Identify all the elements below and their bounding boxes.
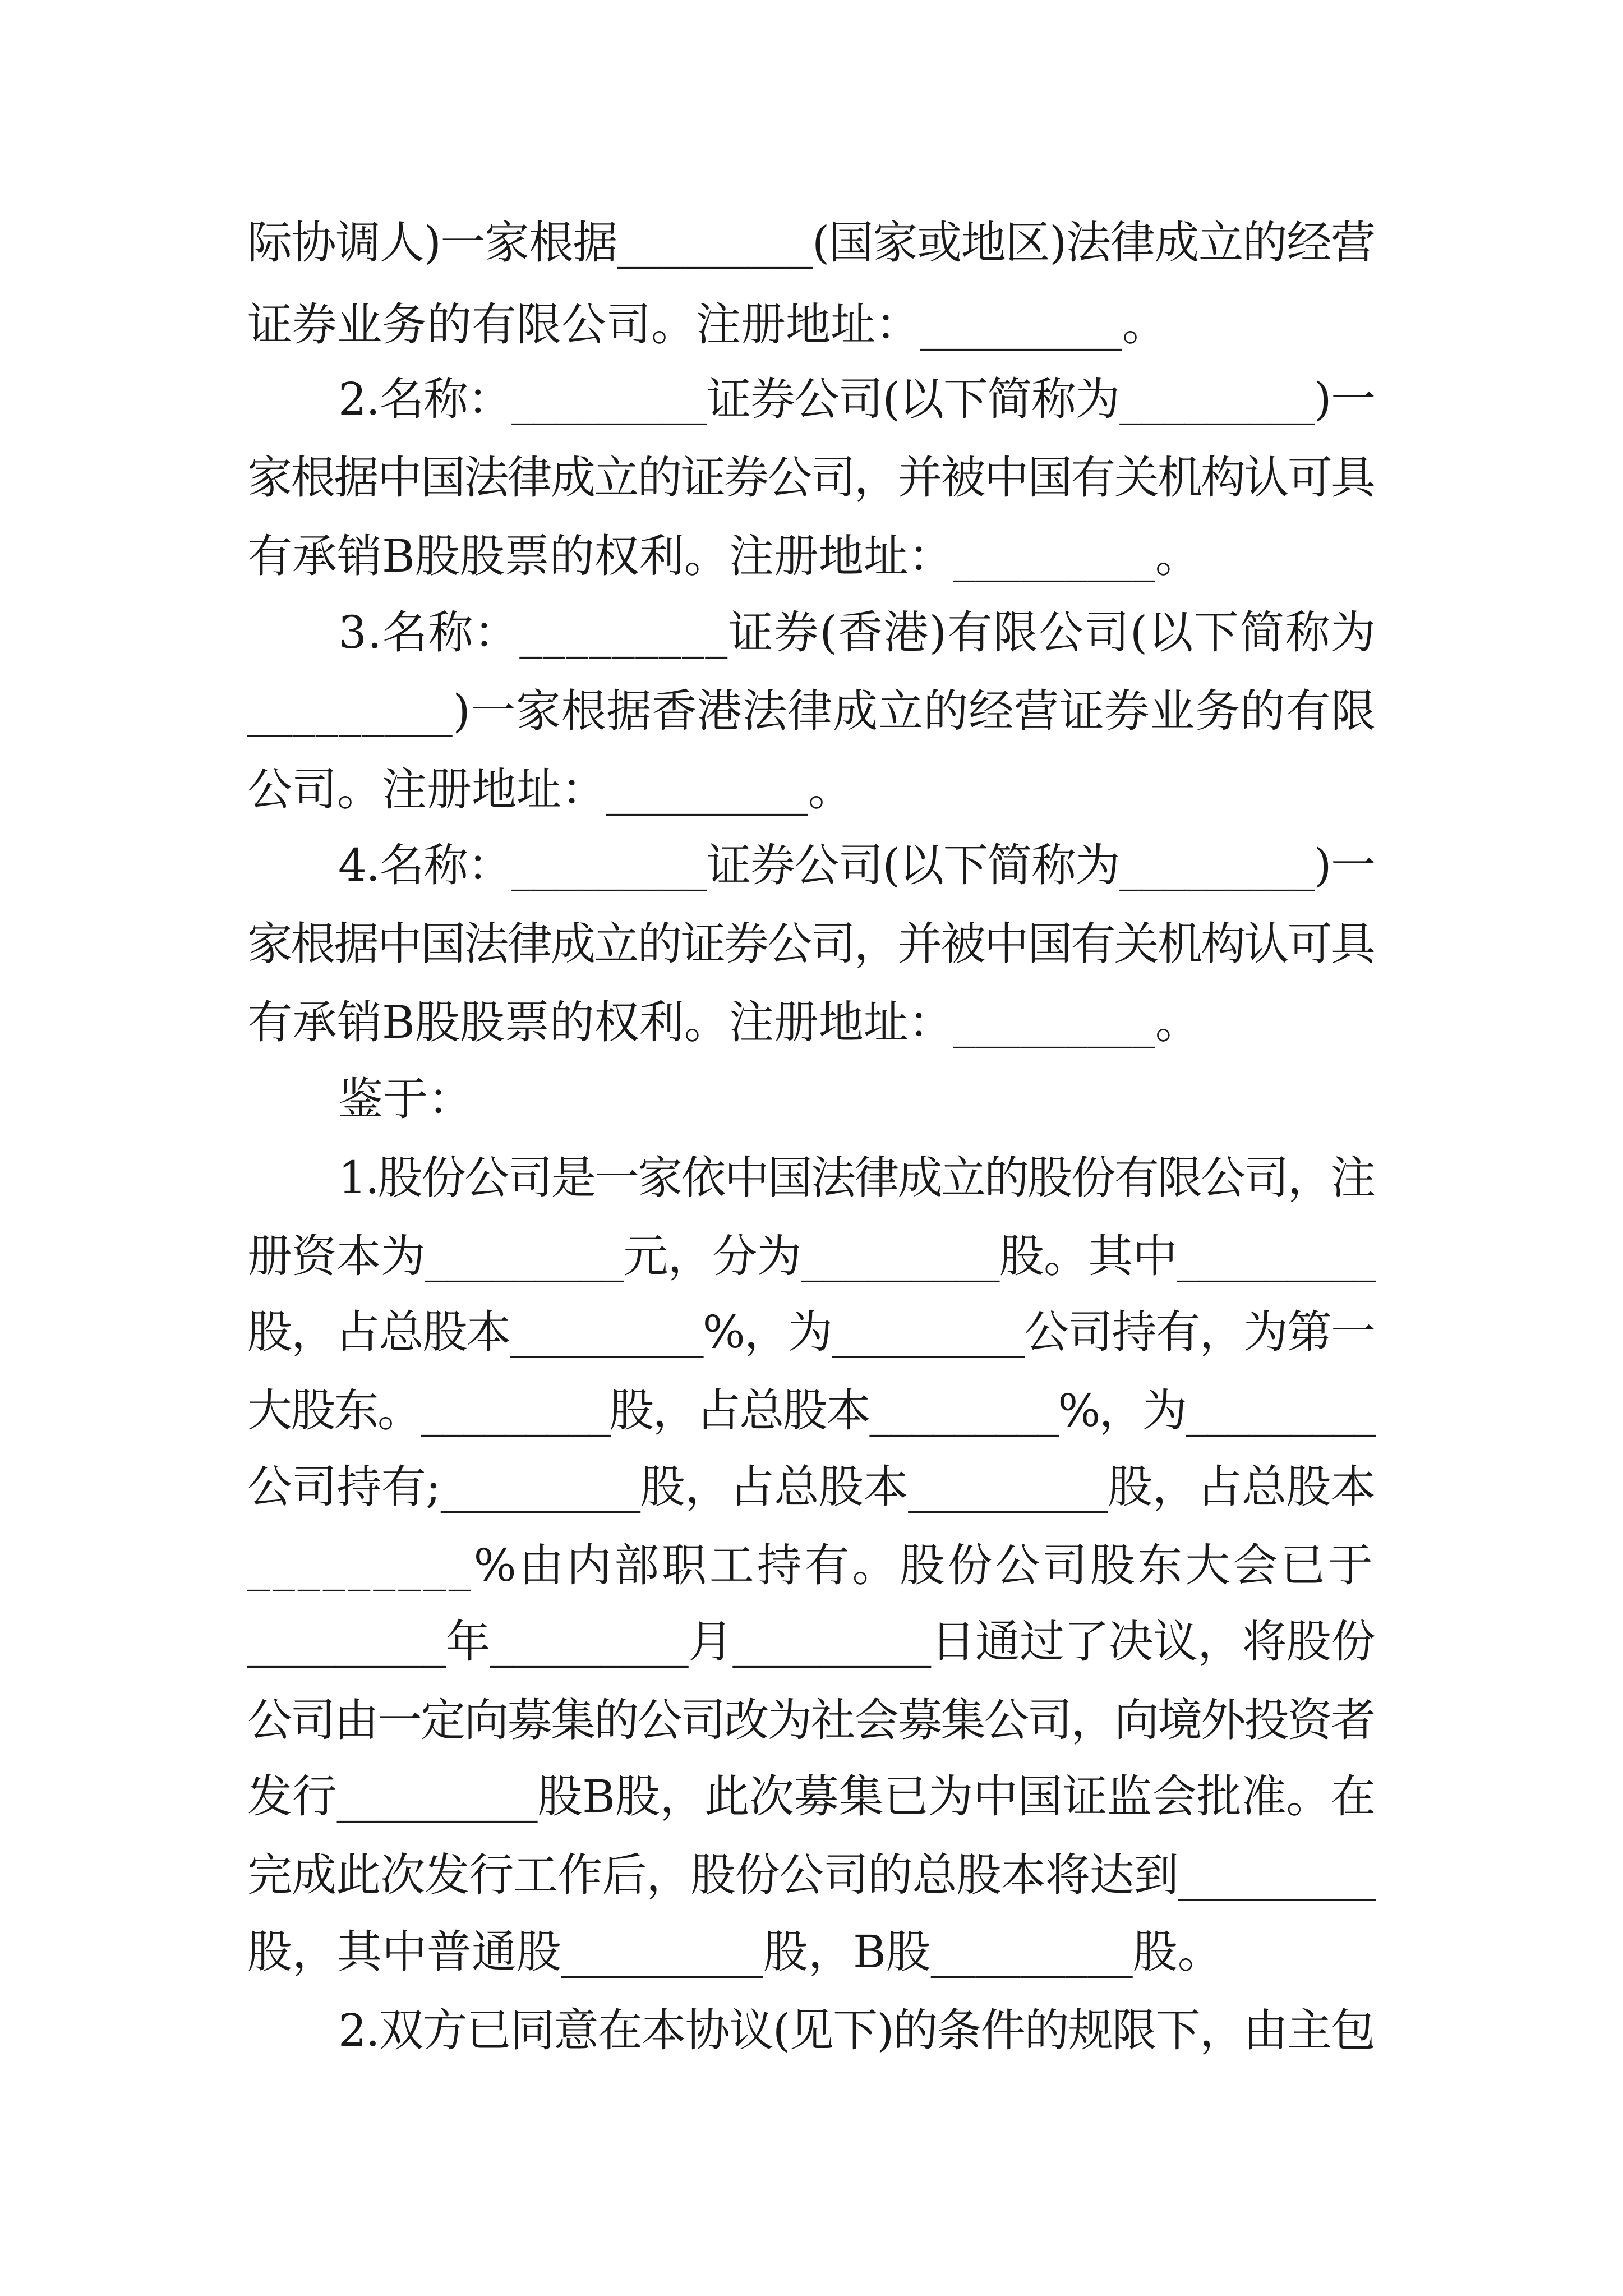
text-line [0,1692,1623,1749]
text-line-content: 大股东。_________股，占总股本_________%，为_________ [247,1384,1375,1437]
text-line-content: 2.名称：_________证券公司(以下简称为_________)一 [338,373,1375,425]
text-line [0,838,1623,894]
text-line-content: 有承销B股股票的权利。注册地址：_________。 [247,530,1200,582]
text-line [0,762,1623,818]
text-line [0,297,1623,353]
text-line [0,1150,1623,1206]
text-line-content: 2.双方已同意在本协议(见下)的条件的规限下，由主包 [338,2004,1375,2056]
text-line-content: 公司由一定向募集的公司改为社会募集公司，向境外投资者 [247,1694,1375,1746]
text-line-content: 完成此次发行工作后，股份公司的总股本将达到_________ [247,1849,1376,1901]
text-line-content: _________)一家根据香港法律成立的经营证券业务的有限 [247,685,1376,737]
text-line-content: 家根据中国法律成立的证券公司，并被中国有关机构认可具 [247,918,1375,970]
text-line [0,995,1623,1051]
text-line-content: 公司持有;_________股，占总股本_________股，占总股本 [247,1461,1376,1513]
text-line-content: 家根据中国法律成立的证券公司，并被中国有关机构认可具 [247,452,1375,504]
text-line [0,1924,1623,1980]
text-line-content: 1.股份公司是一家依中国法律成立的股份有限公司，注 [338,1152,1375,1204]
text-line-content: _________%由内部职工持有。股份公司股东大会已于 [247,1539,1376,1591]
text-line-content: 发行_________股B股，此次募集已为中国证监会批准。在 [247,1770,1376,1823]
text-line [0,1538,1623,1594]
text-line-content: 际协调人)一家根据_________(国家或地区)法律成立的经营 [247,217,1375,269]
text-line [0,1614,1623,1670]
text-line [0,1071,1623,1128]
text-line-content: 册资本为_________元，分为_________股。其中_________ [247,1230,1376,1282]
text-line [0,450,1623,506]
text-line [0,1304,1623,1360]
text-line-content: 股，其中普通股_________股，B股_________股。 [247,1926,1223,1978]
text-line [0,215,1623,271]
text-line [0,371,1623,427]
text-line-content: _________年_________月_________日通过了决议，将股份 [247,1616,1376,1668]
text-line [0,683,1623,739]
text-line-content: 有承销B股股票的权利。注册地址：_________。 [247,996,1200,1048]
text-line-content: 3.名称：_________证券(香港)有限公司(以下简称为 [338,606,1377,659]
text-line [0,1847,1623,1903]
text-line [0,1769,1623,1825]
text-line-content: 公司。注册地址：_________。 [247,763,853,816]
text-line [0,916,1623,972]
text-line-content: 股，占总股本_________%，为_________公司持有，为第一 [247,1306,1375,1358]
text-line [0,528,1623,585]
text-line-content: 鉴于： [338,1073,473,1125]
text-line [0,2003,1623,2059]
text-line [0,1383,1623,1439]
text-line-content: 证券业务的有限公司。注册地址：_________。 [247,298,1167,351]
text-line [0,605,1623,661]
text-line [0,1228,1623,1285]
text-line-content: 4.名称：_________证券公司(以下简称为_________)一 [338,839,1375,891]
text-line [0,1459,1623,1515]
